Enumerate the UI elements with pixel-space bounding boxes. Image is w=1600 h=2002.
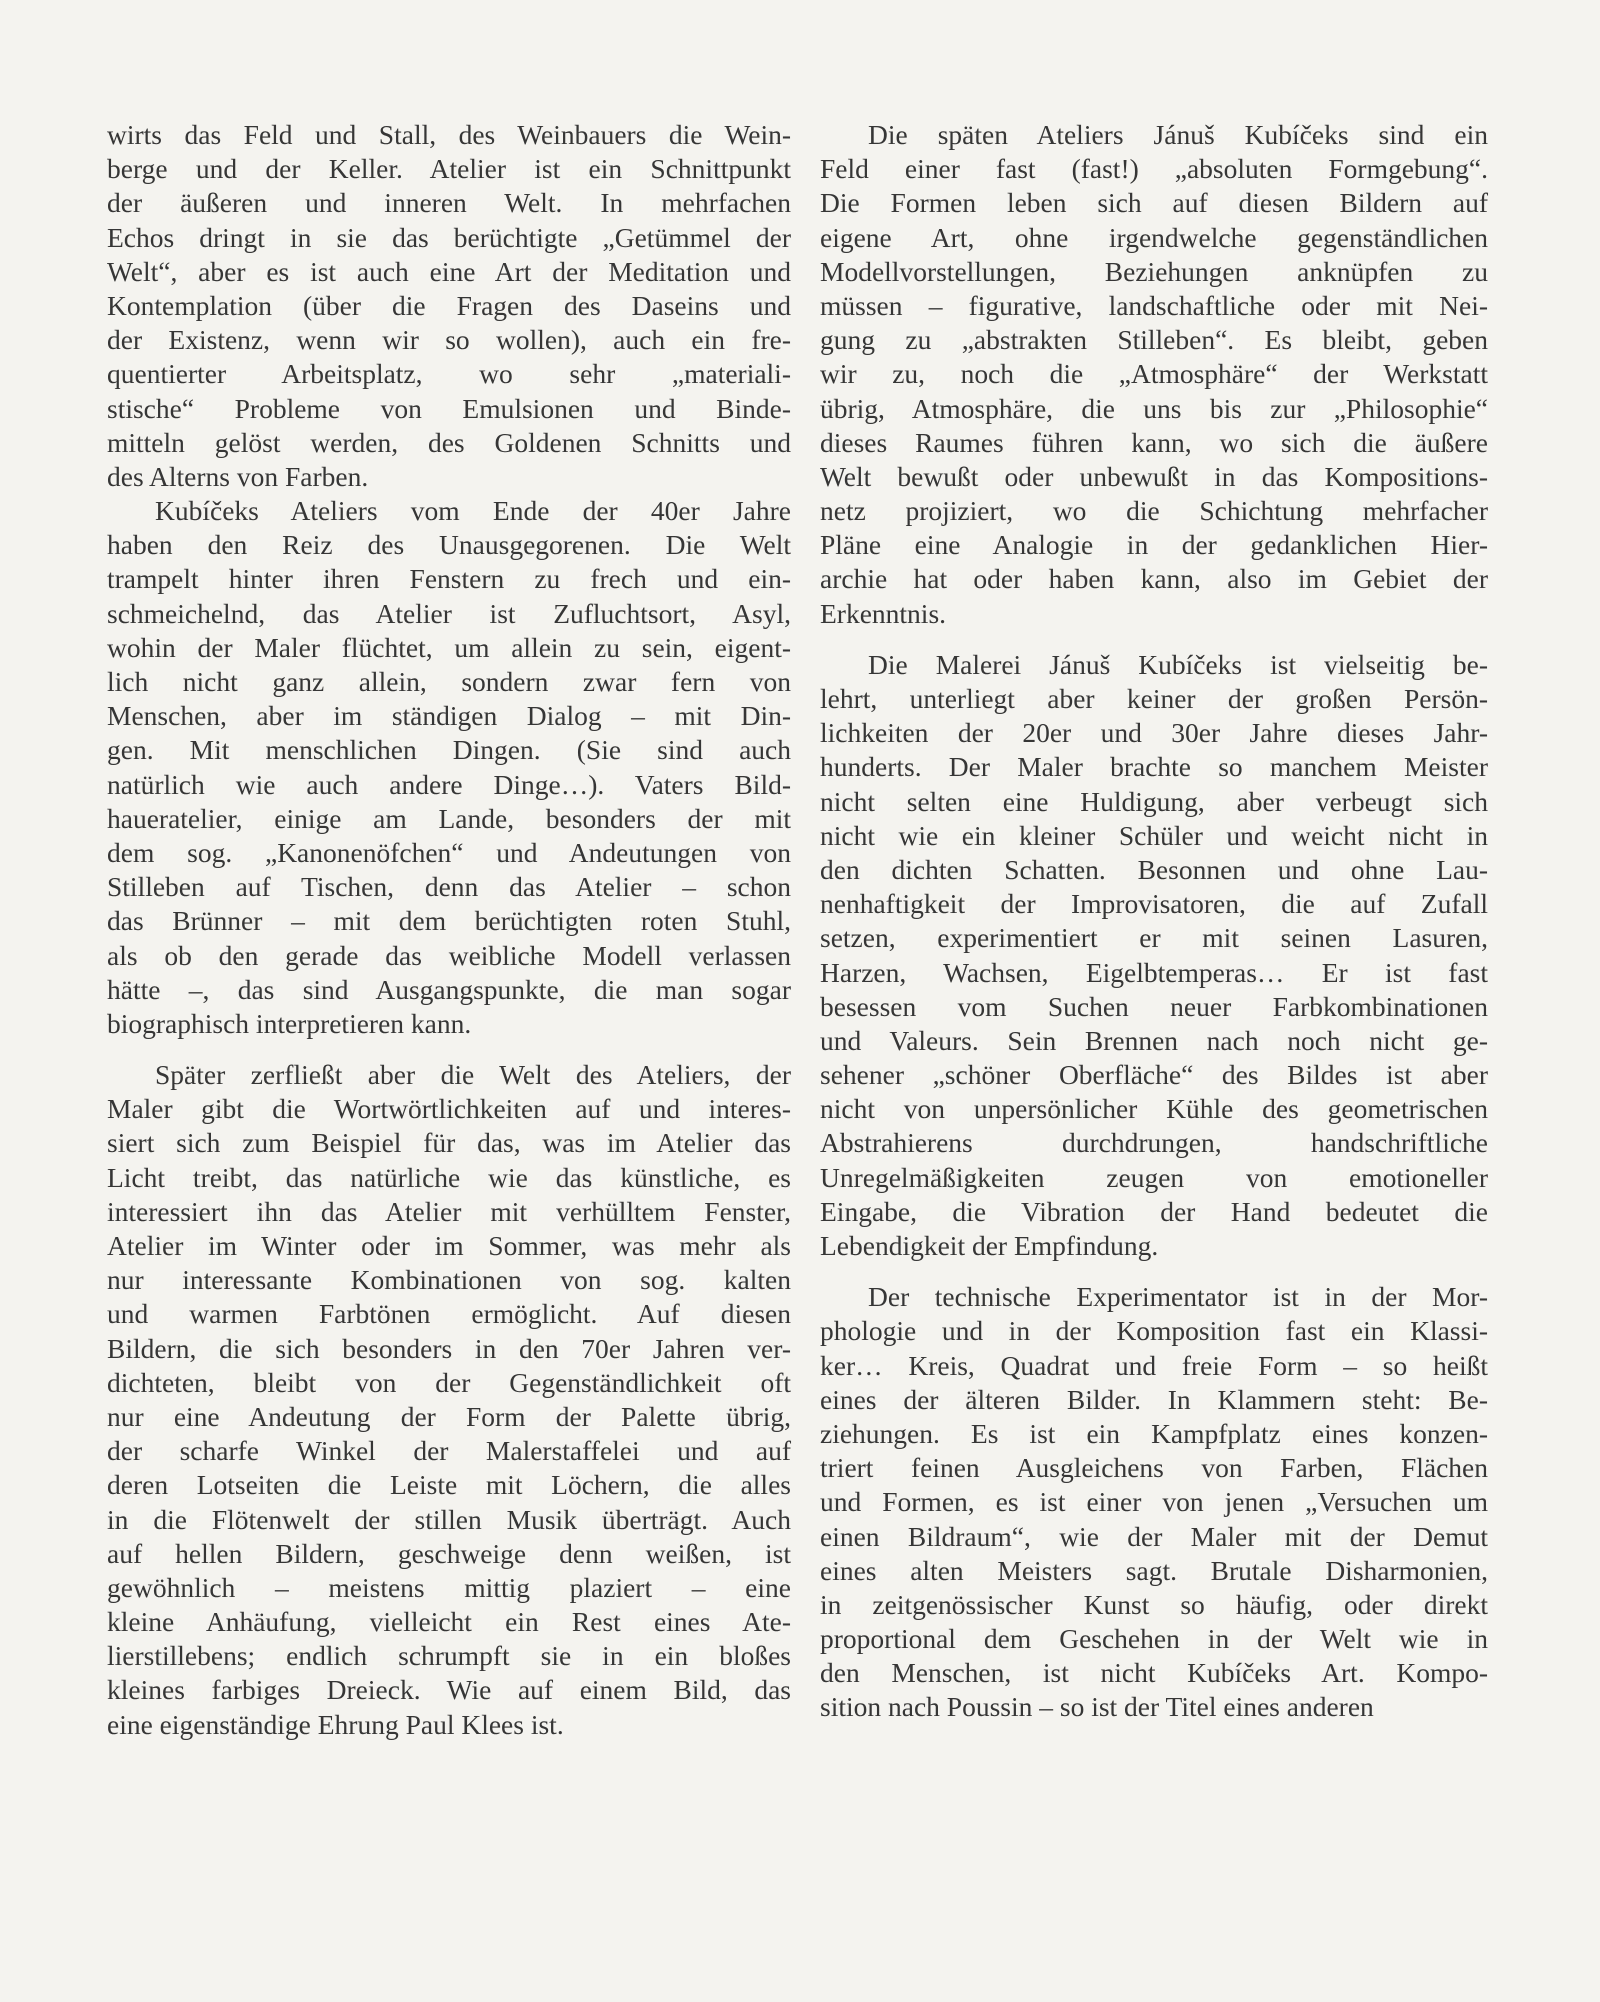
- text-line: dieses Raumes führen kann, wo sich die äußere: [820, 426, 1488, 458]
- text-line: eines alten Meisters sagt. Brutale Disharmonien,: [820, 1554, 1488, 1586]
- text-line: wirts das Feld und Stall, des Weinbauers die Wein-: [107, 119, 791, 150]
- text-line: Feld einer fast (fast!) „absoluten Formgebung“.: [820, 153, 1488, 185]
- text-line: sition nach Poussin – so ist der Titel eines anderen: [820, 1691, 1374, 1723]
- text-line: Lebendigkeit der Empfindung.: [820, 1230, 1159, 1261]
- text-line: Unregelmäßigkeiten zeugen von emotioneller: [820, 1161, 1488, 1193]
- text-line: hunderts. Der Maler brachte so manchem Meister: [820, 751, 1488, 783]
- text-line: haben den Reiz des Unausgegorenen. Die Welt: [107, 529, 791, 561]
- text-line: berge und der Keller. Atelier ist ein Schnittpunkt: [107, 153, 791, 185]
- text-line: der Existenz, wenn wir so wollen), auch ein fre-: [107, 324, 791, 356]
- text-line: müssen – figurative, landschaftliche oder mit Nei-: [820, 289, 1488, 321]
- left-text-column: [107, 118, 791, 1742]
- text-line: stische“ Probleme von Emulsionen und Binde-: [107, 392, 791, 424]
- text-line: gen. Mit menschlichen Dingen. (Sie sind auch: [107, 734, 791, 766]
- text-line: kleines farbiges Dreieck. Wie auf einem Bild, das: [107, 1674, 791, 1706]
- text-line: Kubíčeks Ateliers vom Ende der 40er Jahre: [155, 495, 791, 527]
- text-line: Harzen, Wachsen, Eigelbtemperas… Er ist fast: [820, 956, 1488, 988]
- text-line: mitteln gelöst werden, des Goldenen Schnitts und: [107, 426, 791, 458]
- text-line: Stilleben auf Tischen, denn das Atelier – schon: [107, 871, 791, 903]
- paragraph-late-ateliers-form: [820, 118, 1488, 631]
- text-line: schmeichelnd, das Atelier ist Zufluchtsort, Asyl,: [107, 597, 791, 629]
- text-line: dem sog. „Kanonenöfchen“ und Andeutungen von: [107, 836, 791, 868]
- right-text-column: [820, 118, 1488, 1725]
- text-line: der äußeren und inneren Welt. In mehrfachen: [107, 187, 791, 219]
- text-line: Echos dringt in sie das berüchtigte „Getümmel der: [107, 221, 791, 253]
- text-line: in die Flötenwelt der stillen Musik überträgt. Auch: [107, 1503, 791, 1535]
- paragraph-technical-experimenter: [820, 1280, 1488, 1724]
- text-line: hätte –, das sind Ausgangspunkte, die man sogar: [107, 973, 791, 1005]
- text-line: lehrt, unterliegt aber keiner der großen Persön-: [820, 683, 1488, 714]
- text-line: netz projiziert, wo die Schichtung mehrfacher: [820, 495, 1488, 527]
- text-line: eine eigenständige Ehrung Paul Klees ist.: [107, 1708, 564, 1740]
- text-line: dichteten, bleibt von der Gegenständlichkeit oft: [107, 1366, 791, 1398]
- text-line: Modellvorstellungen, Beziehungen anknüpfen zu: [820, 255, 1488, 287]
- text-line: interessiert ihn das Atelier mit verhülltem Fenster,: [107, 1195, 791, 1227]
- text-line: lierstillebens; endlich schrumpft sie in ein bloßes: [107, 1640, 791, 1672]
- text-line: Menschen, aber im ständigen Dialog – mit Din-: [107, 700, 791, 732]
- text-line: Licht treibt, das natürliche wie das künstliche, es: [107, 1161, 791, 1193]
- paragraph-late-40s-ateliers: [107, 494, 791, 1041]
- text-line: biographisch interpretieren kann.: [107, 1007, 472, 1039]
- text-line: übrig, Atmosphäre, die uns bis zur „Philosophie“: [820, 392, 1488, 424]
- text-line: wir zu, noch die „Atmosphäre“ der Werkstatt: [820, 358, 1488, 390]
- text-line: nicht wie ein kleiner Schüler und weicht nicht in: [820, 819, 1488, 851]
- text-line: sehener „schöner Oberfläche“ des Bildes ist aber: [820, 1059, 1488, 1091]
- text-line: nur eine Andeutung der Form der Palette übrig,: [107, 1400, 791, 1432]
- text-line: nenhaftigkeit der Improvisatoren, die auf Zufall: [820, 888, 1488, 920]
- text-line: wohin der Maler flüchtet, um allein zu sein, eigent-: [107, 631, 791, 663]
- text-line: lich nicht ganz allein, sondern zwar fern von: [107, 666, 791, 697]
- text-line: Welt bewußt oder unbewußt in das Kompositions-: [820, 460, 1488, 492]
- text-line: quentierter Arbeitsplatz, wo sehr „materiali-: [107, 358, 791, 390]
- text-line: Maler gibt die Wortwörtlichkeiten auf und interes-: [107, 1093, 791, 1125]
- text-line: gung zu „abstrakten Stilleben“. Es bleibt, geben: [820, 324, 1488, 356]
- text-line: der scharfe Winkel der Malerstaffelei und auf: [107, 1435, 791, 1467]
- paragraph-dissolving-atelier-world: [107, 1058, 791, 1742]
- text-line: und Formen, es ist einer von jenen „Versuchen um: [820, 1486, 1488, 1518]
- text-line: phologie und in der Komposition fast ein Klassi-: [820, 1315, 1488, 1347]
- text-line: Atelier im Winter oder im Sommer, was mehr als: [107, 1230, 791, 1261]
- text-line: Welt“, aber es ist auch eine Art der Meditation und: [107, 255, 791, 287]
- text-line: Die Formen leben sich auf diesen Bildern auf: [820, 187, 1488, 219]
- text-line: Eingabe, die Vibration der Hand bedeutet die: [820, 1195, 1488, 1227]
- text-line: eigene Art, ohne irgendwelche gegenständlichen: [820, 221, 1488, 253]
- text-line: in zeitgenössischer Kunst so häufig, oder direkt: [820, 1588, 1488, 1620]
- text-line: ziehungen. Es ist ein Kampfplatz eines konzen-: [820, 1417, 1488, 1449]
- text-line: und warmen Farbtönen ermöglicht. Auf diesen: [107, 1298, 791, 1330]
- paragraph-atelier-intersection: [107, 118, 791, 494]
- text-line: deren Lotseiten die Leiste mit Löchern, die alles: [107, 1469, 791, 1501]
- text-line: Pläne eine Analogie in der gedanklichen Hier-: [820, 529, 1488, 561]
- text-line: Der technische Experimentator ist in der Mor-: [868, 1281, 1488, 1313]
- text-line: triert feinen Ausgleichens von Farben, Flächen: [820, 1452, 1488, 1484]
- text-line: nur interessante Kombinationen von sog. kalten: [107, 1264, 791, 1296]
- text-line: Bildern, die sich besonders in den 70er Jahren ver-: [107, 1332, 791, 1364]
- text-line: siert sich zum Beispiel für das, was im Atelier das: [107, 1127, 791, 1159]
- text-line: Die späten Ateliers Jánuš Kubíčeks sind ein: [868, 119, 1488, 150]
- text-line: Erkenntnis.: [820, 597, 947, 629]
- text-line: das Brünner – mit dem berüchtigten roten Stuhl,: [107, 905, 791, 937]
- text-line: trampelt hinter ihren Fenstern zu frech und ein-: [107, 563, 791, 595]
- text-line: den dichten Schatten. Besonnen und ohne Lau-: [820, 853, 1488, 885]
- text-line: kleine Anhäufung, vielleicht ein Rest eines Ate-: [107, 1606, 791, 1638]
- text-line: haueratelier, einige am Lande, besonders der mit: [107, 802, 791, 834]
- text-line: auf hellen Bildern, geschweige denn weißen, ist: [107, 1537, 791, 1569]
- text-line: ker… Kreis, Quadrat und freie Form – so heißt: [820, 1349, 1488, 1381]
- text-line: und Valeurs. Sein Brennen nach noch nicht ge-: [820, 1024, 1488, 1056]
- text-line: Später zerfließt aber die Welt des Ateliers, der: [155, 1059, 791, 1091]
- text-line: des Alterns von Farben.: [107, 460, 369, 492]
- text-line: proportional dem Geschehen in der Welt wie in: [820, 1623, 1488, 1655]
- text-line: natürlich wie auch andere Dinge…). Vaters Bild-: [107, 768, 791, 800]
- text-line: eines der älteren Bilder. In Klammern steht: Be-: [820, 1383, 1488, 1415]
- text-line: Abstrahierens durchdrungen, handschriftliche: [820, 1127, 1488, 1159]
- text-line: den Menschen, ist nicht Kubíčeks Art. Kompo-: [820, 1657, 1488, 1689]
- text-line: als ob den gerade das weibliche Modell verlassen: [107, 939, 791, 971]
- text-line: besessen vom Suchen neuer Farbkombinationen: [820, 990, 1488, 1022]
- text-line: nicht selten eine Huldigung, aber verbeugt sich: [820, 785, 1488, 817]
- paragraph-painting-influences: [820, 648, 1488, 1263]
- text-line: setzen, experimentiert er mit seinen Lasuren,: [820, 922, 1488, 954]
- text-line: gewöhnlich – meistens mittig plaziert – eine: [107, 1571, 791, 1603]
- text-line: lichkeiten der 20er und 30er Jahre dieses Jahr-: [820, 717, 1488, 749]
- text-line: Kontemplation (über die Fragen des Daseins und: [107, 289, 791, 321]
- text-line: Die Malerei Jánuš Kubíčeks ist vielseitig be-: [868, 648, 1488, 680]
- text-line: nicht von unpersönlicher Kühle des geometrischen: [820, 1093, 1488, 1125]
- text-line: archie hat oder haben kann, also im Gebiet der: [820, 563, 1488, 595]
- text-line: einen Bildraum“, wie der Maler mit der Demut: [820, 1520, 1488, 1552]
